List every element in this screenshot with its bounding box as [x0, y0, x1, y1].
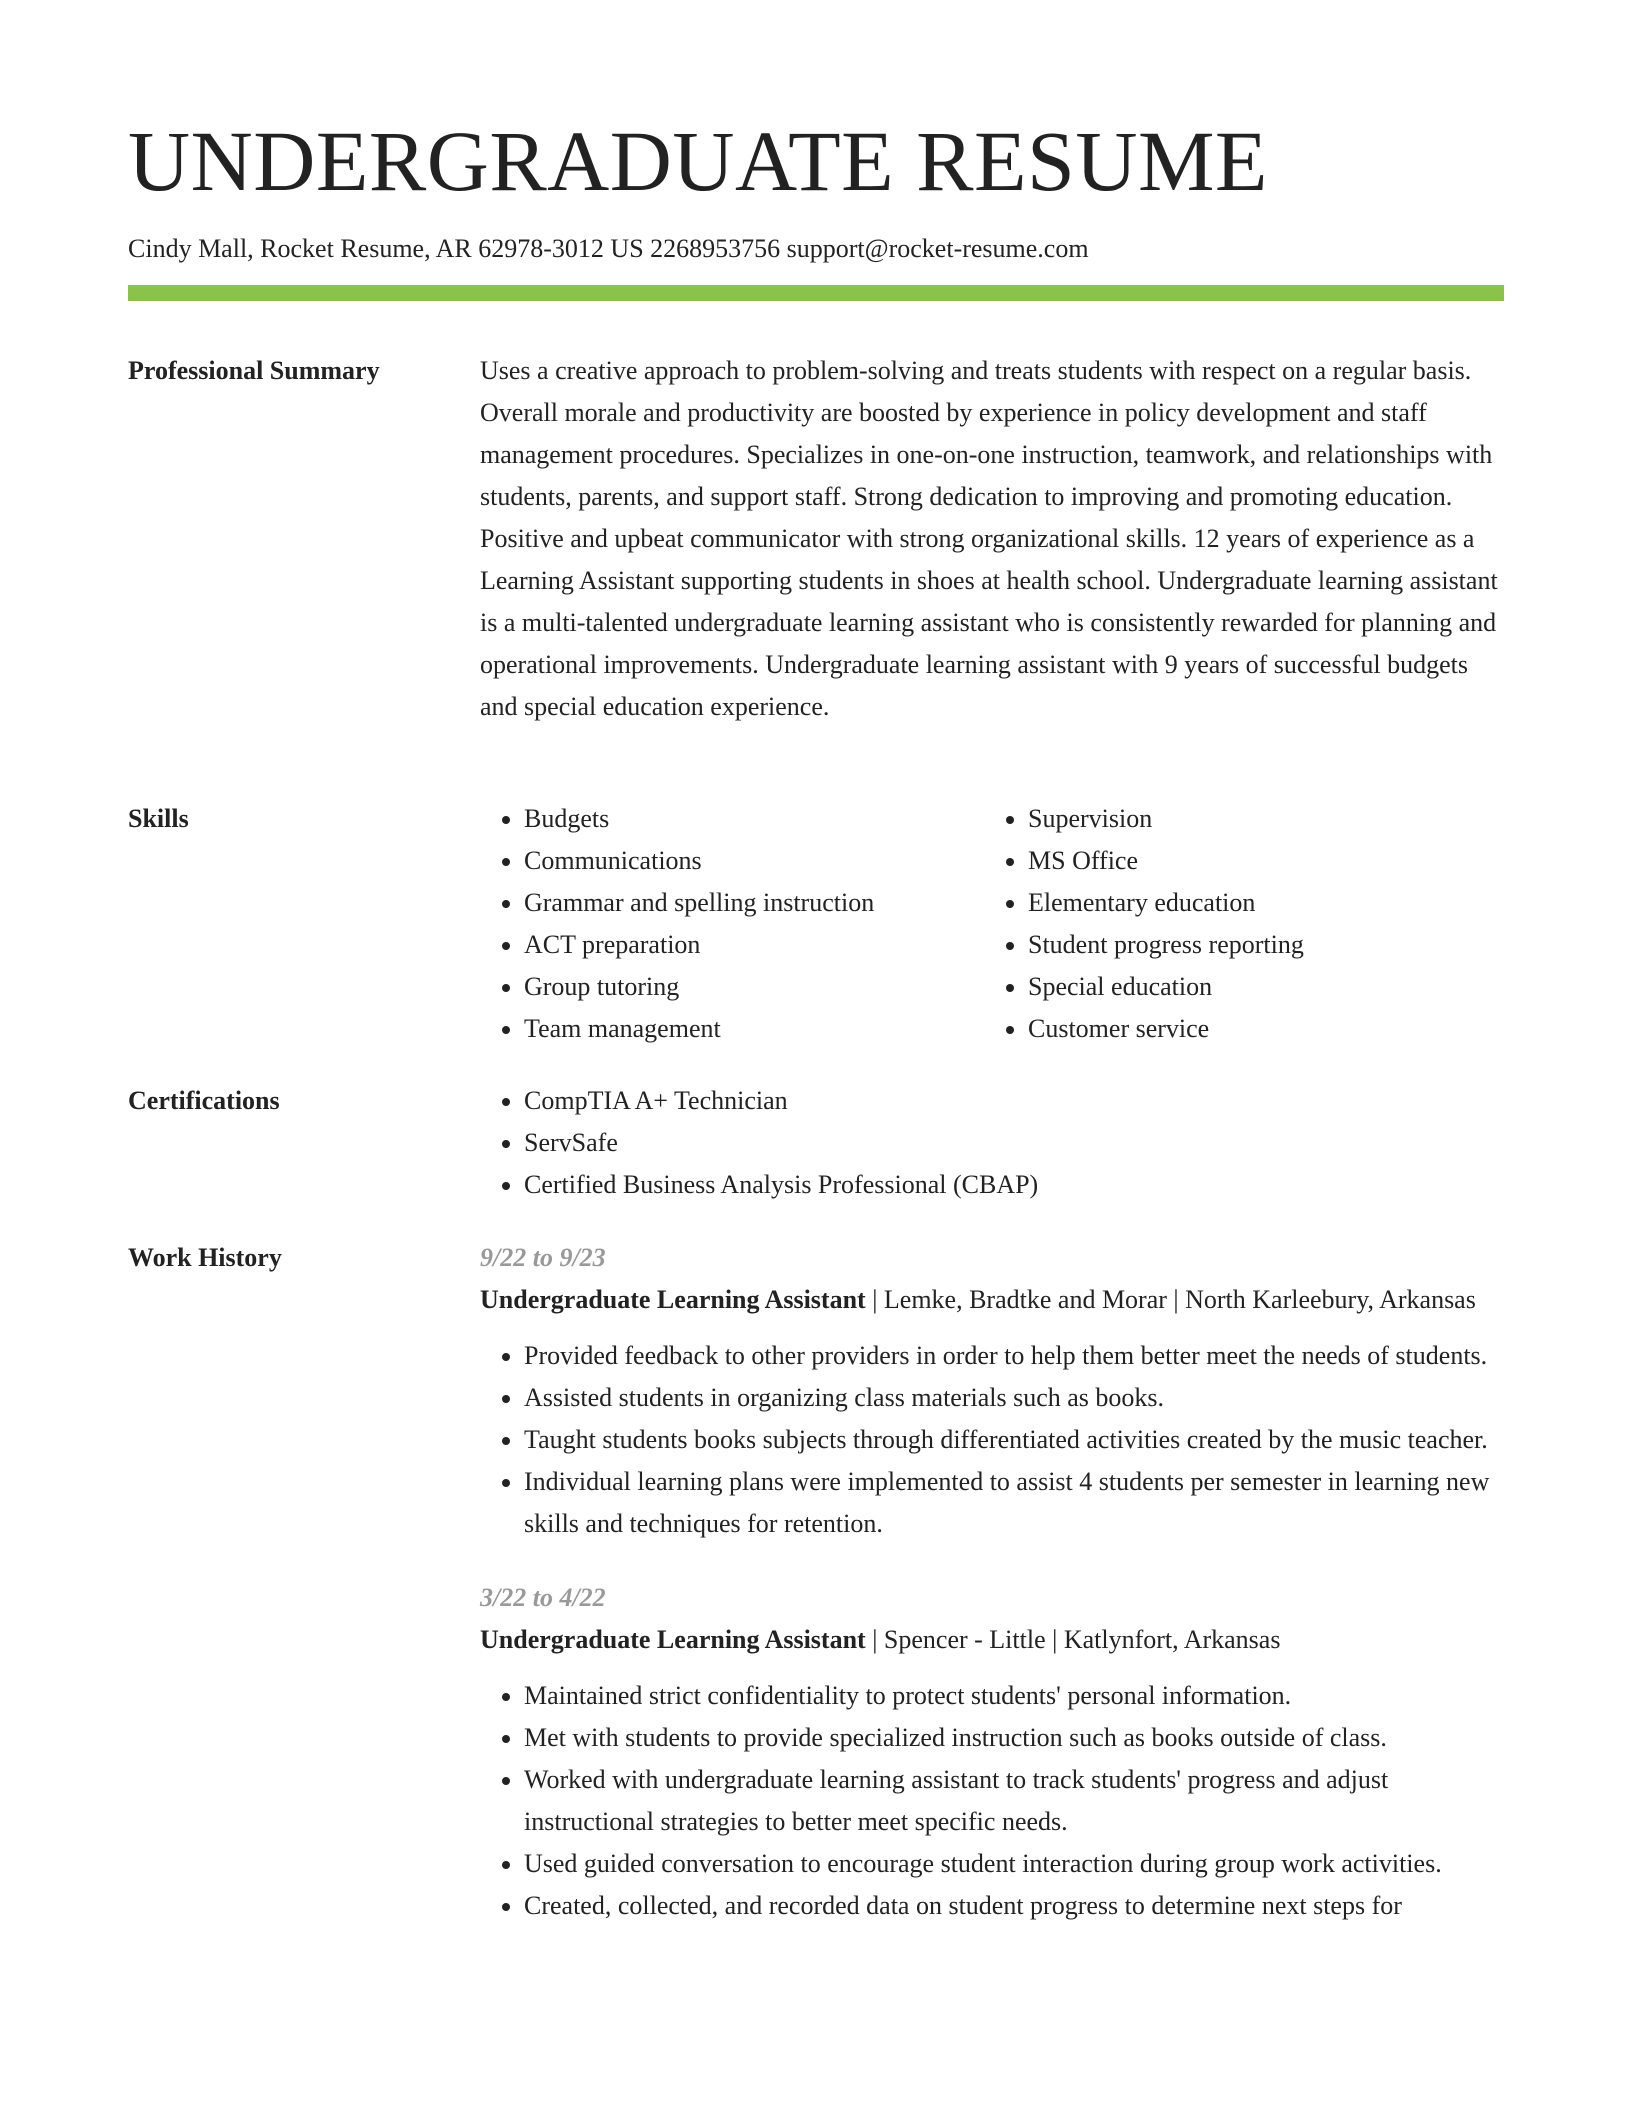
job-entry: [480, 1577, 1504, 1927]
section-label: Work History: [128, 1243, 282, 1272]
skill-item: • Customer service: [1028, 1008, 1488, 1050]
certification-item: • Certified Business Analysis Professional (CBAP): [524, 1164, 1504, 1206]
skill-item: • Supervision: [1028, 798, 1488, 840]
section-label: Professional Summary: [128, 356, 380, 385]
job-title: Undergraduate Learning Assistant: [480, 1625, 866, 1654]
certifications-list: [480, 1080, 1504, 1206]
job-bullet: • Individual learning plans were implemented to assist 4 students per semester in learning new skills and techniques for retention.: [524, 1461, 1504, 1545]
section-label: Certifications: [128, 1086, 280, 1115]
skills-section: [128, 798, 1504, 1050]
job-bullets: [480, 1335, 1504, 1545]
skill-item: • Special education: [1028, 966, 1488, 1008]
skill-item: • Student progress reporting: [1028, 924, 1488, 966]
skill-item: • Communications: [524, 840, 984, 882]
header-divider: [128, 285, 1504, 301]
job-date: 9/22 to 9/23: [480, 1243, 606, 1272]
summary-text: Uses a creative approach to problem-solving and treats students with respect on a regular basis. Overall morale and productivity are boosted by experience in policy development and staff management procedures. Specializes in one-on-one instruction, teamwork, and relationships with students, parents, and support staff. Strong dedication to improving and promoting education. Positive and upbeat communicator with strong organizational skills. 12 years of experience as a Learning Assistant supporting students in shoes at health school. Undergraduate learning assistant is a multi-talented undergraduate learning assistant who is consistently rewarded for planning and operational improvements. Undergraduate learning assistant with 9 years of successful budgets and special education experience.: [480, 356, 1498, 721]
section-label: Skills: [128, 804, 189, 833]
job-bullet: • Taught students books subjects through differentiated activities created by the music teacher.: [524, 1419, 1504, 1461]
skill-item: • Team management: [524, 1008, 984, 1050]
skills-list-left: [480, 798, 984, 1050]
skill-item: • Budgets: [524, 798, 984, 840]
job-details: | Spencer - Little | Katlynfort, Arkansas: [865, 1625, 1281, 1654]
skill-item: • Group tutoring: [524, 966, 984, 1008]
certification-item: • ServSafe: [524, 1122, 1504, 1164]
resume-title: UNDERGRADUATE RESUME: [128, 113, 1268, 209]
job-bullet: • Met with students to provide specialized instruction such as books outside of class.: [524, 1717, 1504, 1759]
work-history-section: [128, 1237, 1504, 1959]
job-bullet: • Used guided conversation to encourage student interaction during group work activities.: [524, 1843, 1504, 1885]
summary-section: [128, 350, 1504, 728]
job-bullet: • Created, collected, and recorded data on student progress to determine next steps for: [524, 1885, 1504, 1927]
job-bullet: • Assisted students in organizing class materials such as books.: [524, 1377, 1504, 1419]
certification-item: • CompTIA A+ Technician: [524, 1080, 1504, 1122]
job-bullet: • Maintained strict confidentiality to protect students' personal information.: [524, 1675, 1504, 1717]
job-bullet: • Worked with undergraduate learning assistant to track students' progress and adjust instructional strategies to better meet specific needs.: [524, 1759, 1504, 1843]
certifications-section: [128, 1080, 1504, 1206]
job-header: [480, 1619, 1504, 1661]
skill-item: • Elementary education: [1028, 882, 1488, 924]
job-header: [480, 1279, 1504, 1321]
job-details: | Lemke, Bradtke and Morar | North Karleebury, Arkansas: [865, 1285, 1476, 1314]
job-entry: [480, 1237, 1504, 1545]
contact-line: Cindy Mall, Rocket Resume, AR 62978-3012 US 2268953756 support@rocket-resume.com: [128, 234, 1089, 263]
skill-item: • Grammar and spelling instruction: [524, 882, 984, 924]
job-date: 3/22 to 4/22: [480, 1583, 606, 1612]
skill-item: • ACT preparation: [524, 924, 984, 966]
skills-list-right: [984, 798, 1488, 1050]
skill-item: • MS Office: [1028, 840, 1488, 882]
job-bullet: • Provided feedback to other providers in order to help them better meet the needs of students.: [524, 1335, 1504, 1377]
job-title: Undergraduate Learning Assistant: [480, 1285, 866, 1314]
job-bullets: [480, 1675, 1504, 1927]
